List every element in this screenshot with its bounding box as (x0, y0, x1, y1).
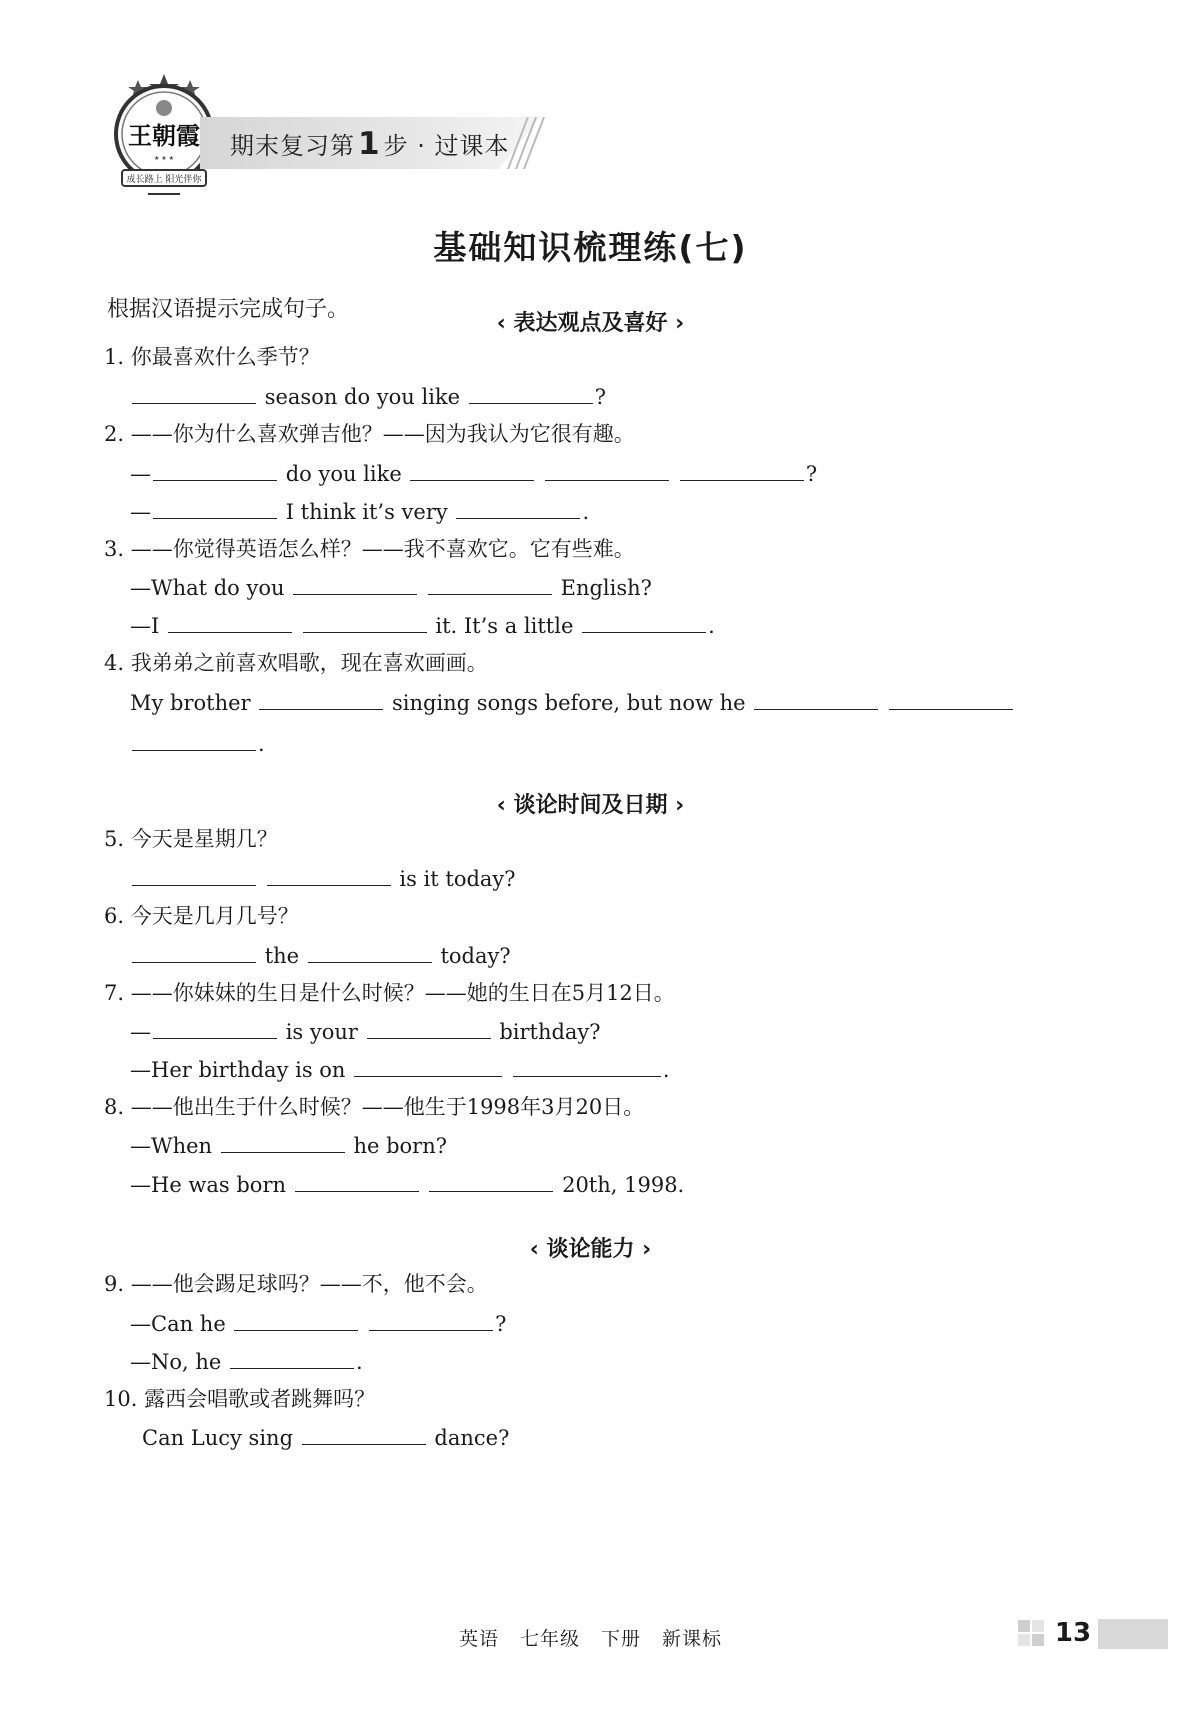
answer-blank[interactable] (308, 942, 432, 963)
answer-text: ? (495, 1312, 507, 1336)
answer-blank[interactable] (582, 612, 706, 633)
question-6-prompt: 6. 今天是几月几号？ (104, 904, 299, 928)
answer-blank[interactable] (267, 865, 391, 886)
answer-text: he born? (353, 1134, 447, 1158)
answer-blank[interactable] (132, 942, 256, 963)
answer-text: singing songs before, but now he (391, 691, 746, 715)
section-heading-abilities: ‹ 谈论能力 › (529, 1237, 652, 1262)
question-8-line-1 (130, 1132, 447, 1159)
answer-blank[interactable] (680, 460, 804, 481)
question-3-line-1 (130, 574, 652, 601)
answer-text: birthday? (499, 1020, 601, 1044)
question-8-line-2 (130, 1171, 684, 1198)
section-heading-opinions: ‹ 表达观点及喜好 › (496, 311, 685, 336)
answer-text: —I (130, 614, 160, 638)
answer-text: —He was born (130, 1173, 287, 1197)
answer-blank[interactable] (221, 1132, 345, 1153)
answer-text: is your (285, 1020, 358, 1044)
answer-text: . (258, 732, 265, 756)
answer-blank[interactable] (132, 383, 256, 404)
question-1-answer-line (130, 383, 606, 410)
answer-blank[interactable] (545, 460, 669, 481)
section-heading-time-dates: ‹ 谈论时间及日期 › (496, 793, 685, 818)
answer-blank[interactable] (230, 1348, 354, 1369)
answer-blank[interactable] (354, 1056, 502, 1077)
question-4-prompt: 4. 我弟弟之前喜欢唱歌，现在喜欢画画。 (104, 651, 488, 675)
question-10-answer-line (142, 1424, 509, 1451)
answer-text: My brother (130, 691, 251, 715)
answer-blank[interactable] (132, 865, 256, 886)
answer-blank[interactable] (429, 1171, 553, 1192)
question-8-prompt: 8. ——他出生于什么时候？——他生于1998年3月20日。 (104, 1095, 645, 1119)
page-corner-squares-icon (1018, 1620, 1046, 1648)
question-9-line-2 (130, 1348, 363, 1375)
answer-text: is it today? (399, 867, 516, 891)
answer-blank[interactable] (293, 574, 417, 595)
question-9-line-1 (130, 1310, 506, 1337)
answer-text: ? (805, 462, 818, 486)
answer-blank[interactable] (132, 730, 256, 751)
question-6-answer-line (130, 942, 511, 969)
answer-text: ? (594, 385, 607, 409)
answer-text: . (582, 500, 590, 524)
answer-text: I think it’s very (285, 500, 448, 524)
answer-blank[interactable] (469, 383, 593, 404)
answer-blank[interactable] (303, 612, 427, 633)
question-3-line-2 (130, 612, 715, 639)
svg-text:王朝霞: 王朝霞 (128, 121, 200, 150)
answer-text: — (130, 1020, 151, 1044)
answer-text: — (130, 462, 151, 486)
answer-text: —Her birthday is on (130, 1058, 346, 1082)
answer-blank[interactable] (456, 498, 580, 519)
answer-text: . (662, 1058, 670, 1082)
page-number-bar (1098, 1619, 1168, 1649)
question-5-answer-line (130, 865, 516, 892)
answer-text: dance? (434, 1426, 510, 1450)
answer-text: . (708, 614, 715, 638)
answer-blank[interactable] (754, 689, 878, 710)
question-7-line-2 (130, 1056, 670, 1083)
answer-blank[interactable] (295, 1171, 419, 1192)
answer-blank[interactable] (410, 460, 534, 481)
banner-step-number: 1 (358, 126, 381, 162)
question-4-line-1 (130, 689, 1015, 716)
question-2-prompt: 2. ——你为什么喜欢弹吉他？——因为我认为它很有趣。 (104, 422, 635, 446)
page-number: 13 (1054, 1618, 1092, 1648)
question-3-prompt: 3. ——你觉得英语怎么样？——我不喜欢它。它有些难。 (104, 537, 635, 561)
answer-blank[interactable] (367, 1018, 491, 1039)
answer-blank[interactable] (369, 1310, 493, 1331)
answer-text: season do you like (264, 385, 461, 409)
answer-text: —When (130, 1134, 213, 1158)
answer-text: —Can he (130, 1312, 226, 1336)
question-2-line-1 (130, 460, 817, 487)
answer-blank[interactable] (153, 1018, 277, 1039)
footer-subject-info: 英语 七年级 下册 新课标 (458, 1628, 723, 1650)
question-2-line-2 (130, 498, 589, 525)
question-1-prompt: 1. 你最喜欢什么季节？ (104, 345, 320, 369)
answer-blank[interactable] (889, 689, 1013, 710)
question-4-line-2 (130, 730, 265, 757)
answer-text: the (264, 944, 300, 968)
answer-blank[interactable] (153, 498, 277, 519)
question-7-prompt: 7. ——你妹妹的生日是什么时候？——她的生日在5月12日。 (104, 981, 675, 1005)
answer-blank[interactable] (259, 689, 383, 710)
answer-text: 20th, 1998. (562, 1173, 685, 1197)
answer-text: today? (440, 944, 511, 968)
answer-blank[interactable] (168, 612, 292, 633)
banner-title (230, 124, 509, 164)
answer-blank[interactable] (513, 1056, 661, 1077)
question-9-prompt: 9. ——他会踢足球吗？——不，他不会。 (104, 1272, 488, 1296)
svg-text:★ ★ ★: ★ ★ ★ (154, 155, 174, 162)
answer-text: — (130, 500, 151, 524)
banner-suffix: 步 · 过课本 (383, 132, 510, 160)
answer-blank[interactable] (153, 460, 277, 481)
answer-text: . (356, 1350, 363, 1374)
answer-text: English? (560, 576, 652, 600)
answer-text: Can Lucy sing (142, 1426, 294, 1450)
banner-prefix: 期末复习第 (230, 132, 355, 160)
instruction-text: 根据汉语提示完成句子。 (107, 297, 350, 322)
question-5-prompt: 5. 今天是星期几？ (104, 827, 278, 851)
answer-text: do you like (285, 462, 402, 486)
page-title: 基础知识梳理练(七) (433, 228, 748, 267)
answer-blank[interactable] (302, 1424, 426, 1445)
answer-text: it. It’s a little (435, 614, 574, 638)
answer-text: —What do you (130, 576, 285, 600)
answer-blank[interactable] (234, 1310, 358, 1331)
svg-text:成长路上 阳光伴你: 成长路上 阳光伴你 (126, 175, 202, 185)
answer-text: —No, he (130, 1350, 222, 1374)
question-10-prompt: 10. 露西会唱歌或者跳舞吗？ (104, 1387, 376, 1411)
question-7-line-1 (130, 1018, 601, 1045)
answer-blank[interactable] (428, 574, 552, 595)
